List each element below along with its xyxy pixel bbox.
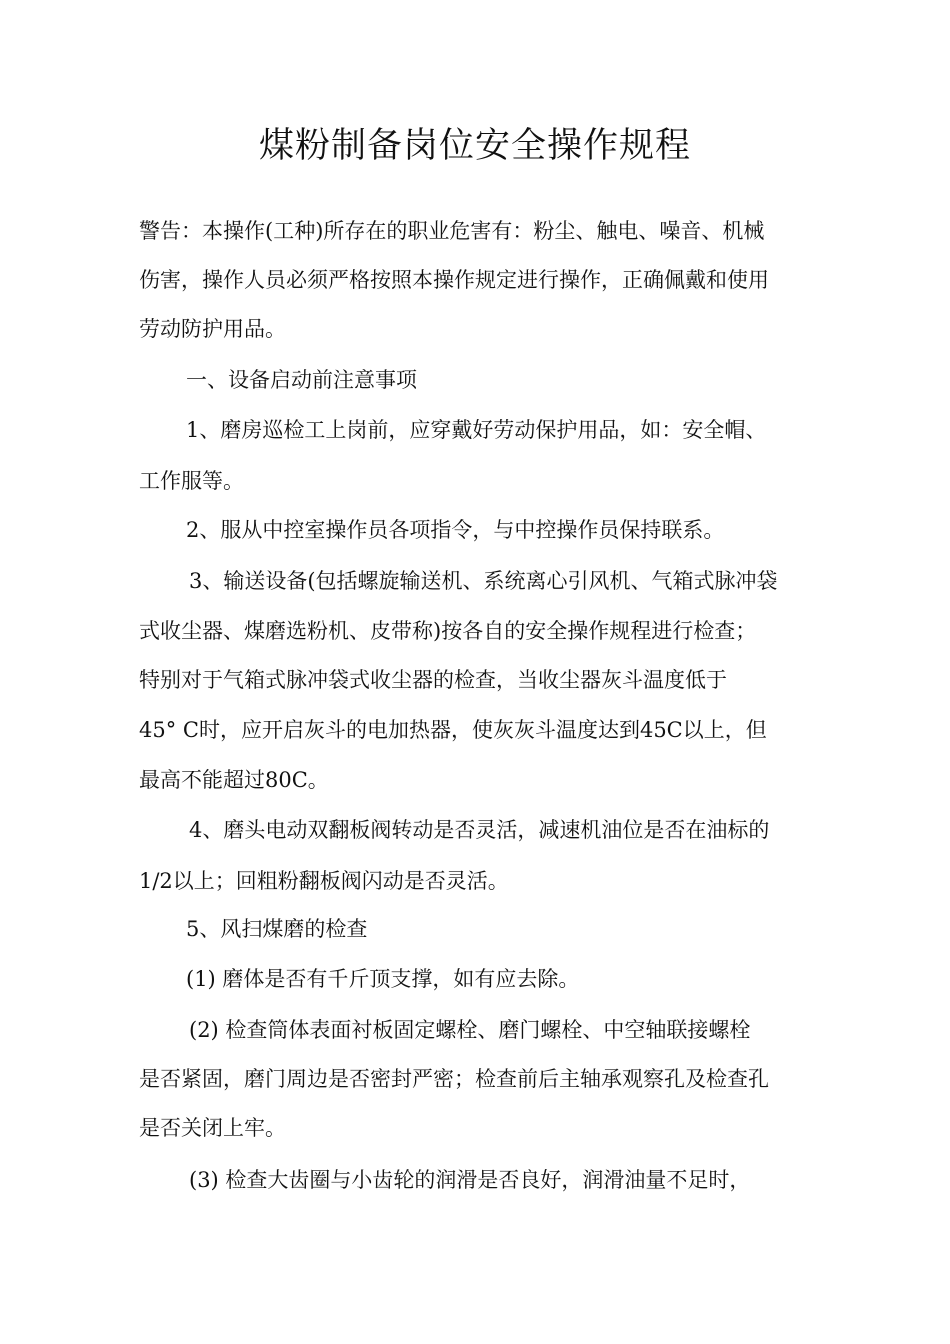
paragraph-line: 3、输送设备(包括螺旋输送机、系统离心引风机、气箱式脉冲袋 [189,569,778,593]
paragraph-line: 伤害，操作人员必须严格按照本操作规定进行操作，正确佩戴和使用 [139,268,769,292]
paragraph-line: 2、服从中控室操作员各项指令，与中控操作员保持联系。 [186,518,725,542]
document-title: 煤粉制备岗位安全操作规程 [258,126,691,166]
paragraph-line: 1/2以上；回粗粉翻板阀闪动是否灵活。 [139,869,509,893]
section-heading: 一、设备启动前注意事项 [186,368,417,392]
paragraph-line: 最高不能超过80C。 [139,768,329,792]
paragraph-line: 1、磨房巡检工上岗前，应穿戴好劳动保护用品，如：安全帽、 [186,418,767,442]
paragraph-line: 劳动防护用品。 [139,317,286,341]
paragraph-line: 特别对于气箱式脉冲袋式收尘器的检查，当收尘器灰斗温度低于 [139,668,727,692]
paragraph-line: 5、风扫煤磨的检查 [186,917,368,941]
paragraph-line: 式收尘器、煤磨选粉机、皮带称)按各自的安全操作规程进行检查； [139,619,757,643]
paragraph-line: 45° C时，应开启灰斗的电加热器，使灰灰斗温度达到45C以上，但 [139,718,767,742]
list-item: (1) 磨体是否有千斤顶支撑，如有应去除。 [186,967,580,991]
paragraph-line: 工作服等。 [139,469,244,493]
paragraph-line: 是否紧固，磨门周边是否密封严密；检查前后主轴承观察孔及检查孔 [139,1067,769,1091]
list-item: (2) 检查筒体表面衬板固定螺栓、磨门螺栓、中空轴联接螺栓 [189,1018,751,1042]
paragraph-line: 是否关闭上牢。 [139,1116,286,1140]
list-item: (3) 检查大齿圈与小齿轮的润滑是否良好，润滑油量不足时， [189,1168,751,1192]
paragraph-line: 4、磨头电动双翻板阀转动是否灵活，减速机油位是否在油标的 [189,818,770,842]
paragraph-line: 警告：本操作(工种)所存在的职业危害有：粉尘、触电、噪音、机械 [139,219,765,243]
